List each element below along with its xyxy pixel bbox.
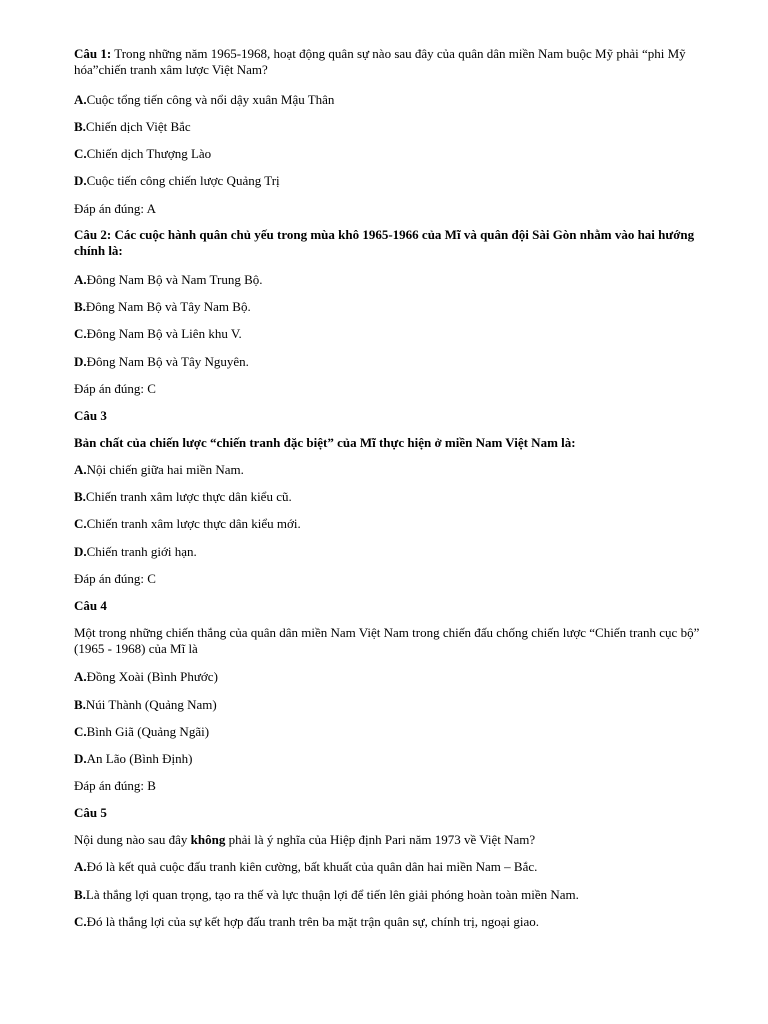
- option-a: [74, 462, 714, 478]
- option-a: [74, 669, 714, 685]
- option-letter: A.: [74, 669, 87, 684]
- option-letter: B.: [74, 887, 86, 902]
- option-letter: B.: [74, 697, 86, 712]
- option-text: Cuộc tổng tiến công và nổi dậy xuân Mậu Thân: [86, 92, 335, 107]
- option-letter: A.: [74, 859, 87, 874]
- option-a: [74, 272, 714, 288]
- option-letter: A.: [74, 462, 87, 477]
- question-label: Câu 3: [74, 408, 107, 423]
- option-d: [74, 173, 714, 189]
- option-a: [74, 859, 714, 875]
- option-text: Chiến dịch Thượng Lào: [86, 146, 212, 161]
- option-text: Đó là thắng lợi của sự kết hợp đấu tranh trên ba mặt trận quân sự, chính trị, ngoại giao.: [86, 914, 540, 929]
- option-c: [74, 146, 714, 162]
- option-text: Đồng Xoài (Bình Phước): [86, 669, 218, 684]
- option-text: Chiến tranh giới hạn.: [86, 544, 197, 559]
- option-b: [74, 119, 714, 135]
- question-label: Câu 4: [74, 598, 107, 613]
- option-b: [74, 887, 714, 903]
- option-text: Đông Nam Bộ và Tây Nam Bộ.: [85, 299, 251, 314]
- option-text: Bình Giã (Quảng Ngãi): [86, 724, 210, 739]
- option-letter: B.: [74, 489, 86, 504]
- answer-line: Đáp án đúng: C: [74, 381, 156, 396]
- question-3-label: [74, 408, 714, 424]
- option-letter: C.: [74, 516, 87, 531]
- question-prompt-part: Nội dung nào sau đây: [74, 832, 191, 847]
- option-letter: D.: [74, 354, 87, 369]
- option-text: Núi Thành (Quảng Nam): [85, 697, 217, 712]
- option-letter: A.: [74, 92, 87, 107]
- question-3-prompt: [74, 435, 714, 451]
- question-5-label: [74, 805, 714, 821]
- question-5-prompt: [74, 832, 714, 848]
- option-letter: C.: [74, 146, 87, 161]
- option-c: [74, 914, 714, 930]
- option-letter: C.: [74, 914, 87, 929]
- question-4-prompt: Một trong những chiến thắng của quân dân miền Nam Việt Nam trong chiến đấu chống chiến lược “Chiến tranh cục bộ” (1965 - 1968) của Mĩ là: [74, 625, 700, 656]
- question-label: Câu 1:: [74, 46, 112, 61]
- option-text: An Lão (Bình Định): [86, 751, 193, 766]
- option-letter: A.: [74, 272, 87, 287]
- option-a: [74, 92, 714, 108]
- question-prompt-part: phải là ý nghĩa của Hiệp định Pari năm 1973 về Việt Nam?: [225, 832, 536, 847]
- option-text: Chiến tranh xâm lược thực dân kiểu mới.: [86, 516, 301, 531]
- option-text: Đông Nam Bộ và Tây Nguyên.: [86, 354, 249, 369]
- option-d: [74, 544, 714, 560]
- question-1: [74, 46, 714, 78]
- option-text: Nội chiến giữa hai miền Nam.: [86, 462, 244, 477]
- option-letter: B.: [74, 299, 86, 314]
- option-letter: C.: [74, 326, 87, 341]
- question-prompt: Bản chất của chiến lược “chiến tranh đặc biệt” của Mĩ thực hiện ở miền Nam Việt Nam là:: [74, 435, 576, 450]
- option-text: Đông Nam Bộ và Liên khu V.: [86, 326, 242, 341]
- question-label: Câu 2:: [74, 227, 112, 242]
- option-b: [74, 697, 714, 713]
- answer-line: Đáp án đúng: B: [74, 778, 156, 793]
- question-4-label: [74, 598, 714, 614]
- option-text: Là thắng lợi quan trọng, tạo ra thế và lực thuận lợi để tiến lên giải phóng hoàn toàn miền Nam.: [85, 887, 579, 902]
- question-prompt: Trong những năm 1965-1968, hoạt động quân sự nào sau đây của quân dân miền Nam buộc Mỹ phải “phi Mỹ hóa”chiến tranh xâm lược Việt Nam?: [74, 46, 686, 77]
- option-letter: D.: [74, 544, 87, 559]
- question-2: [74, 227, 714, 259]
- option-letter: C.: [74, 724, 87, 739]
- option-text: Đó là kết quả cuộc đấu tranh kiên cường, bất khuất của quân dân hai miền Nam – Bắc.: [86, 859, 538, 874]
- answer-line: Đáp án đúng: C: [74, 571, 156, 586]
- option-letter: D.: [74, 173, 87, 188]
- option-letter: D.: [74, 751, 87, 766]
- answer-line: Đáp án đúng: A: [74, 201, 156, 216]
- option-c: [74, 724, 714, 740]
- question-prompt-emphasis: không: [190, 832, 226, 847]
- option-text: Chiến dịch Việt Bắc: [85, 119, 191, 134]
- option-b: [74, 299, 714, 315]
- question-prompt: Các cuộc hành quân chủ yếu trong mùa khô 1965-1966 của Mĩ và quân đội Sài Gòn nhằm vào hai hướng chính là:: [74, 227, 695, 258]
- option-d: [74, 354, 714, 370]
- option-b: [74, 489, 714, 505]
- option-text: Đông Nam Bộ và Nam Trung Bộ.: [86, 272, 263, 287]
- option-c: [74, 326, 714, 342]
- option-d: [74, 751, 714, 767]
- option-text: Cuộc tiến công chiến lược Quảng Trị: [86, 173, 280, 188]
- option-letter: B.: [74, 119, 86, 134]
- option-c: [74, 516, 714, 532]
- option-text: Chiến tranh xâm lược thực dân kiểu cũ.: [85, 489, 292, 504]
- question-label: Câu 5: [74, 805, 107, 820]
